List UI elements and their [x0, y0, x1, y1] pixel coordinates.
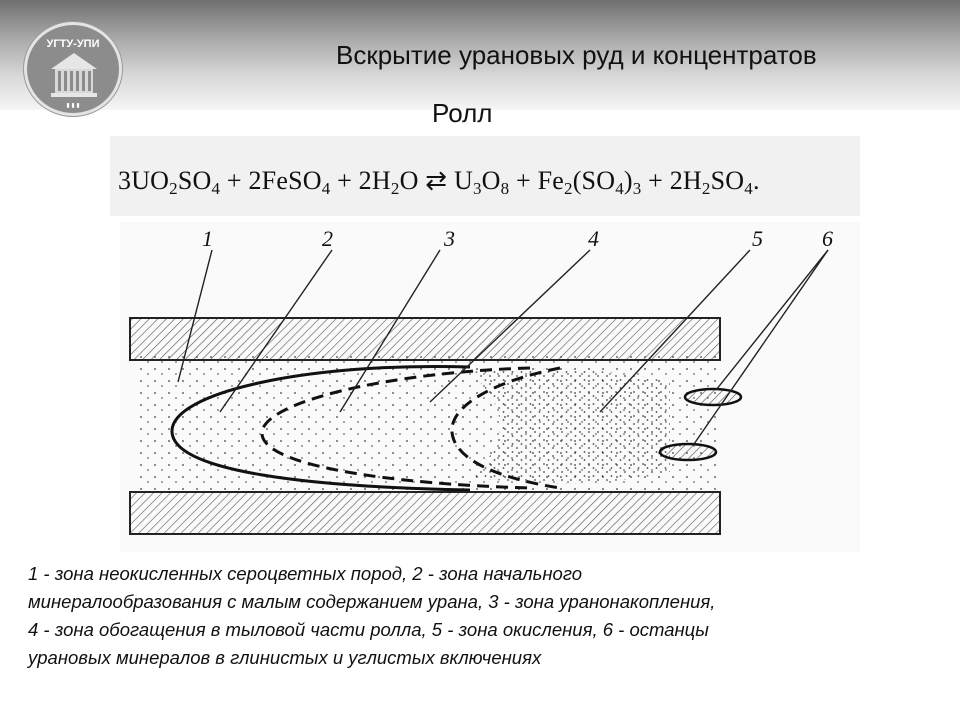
residual-inclusion-upper [685, 389, 741, 405]
reaction-formula: $3UO_2SO_4$ + 2FeSO$_4$ + $2H_2O$ ⇄ $U_3O_8 + Fe_2(SO_4)_3 + 2H_2SO_4$. [118, 166, 760, 198]
lower-impermeable-layer [130, 492, 720, 534]
caption-line: 4 - зона обогащения в тыловой части ролла, 5 - зона окисления, 6 - останцы [28, 619, 709, 640]
zone-label-5: 5 [752, 226, 763, 251]
zone-label-6: 6 [822, 226, 833, 251]
svg-text:УГТУ-УПИ: УГТУ-УПИ [46, 38, 100, 50]
upper-impermeable-layer [130, 318, 720, 360]
caption-line: урановых минералов в глинистых и углистых включениях [28, 647, 542, 668]
residual-inclusion-lower [660, 444, 716, 460]
zone-label-4: 4 [588, 226, 599, 251]
zone-label-1: 1 [202, 226, 213, 251]
slide-subtitle: Ролл [432, 98, 493, 128]
slide-title: Вскрытие урановых руд и концентратов [336, 40, 817, 70]
caption-line: минералообразования с малым содержанием урана, 3 - зона уранонакопления, [28, 591, 716, 612]
caption-line: 1 - зона неокисленных сероцветных пород, 2 - зона начального [28, 563, 583, 584]
roll-figure [110, 136, 860, 556]
zone-label-3: 3 [444, 226, 455, 251]
university-logo [24, 22, 122, 116]
formula-band [110, 136, 860, 216]
roll-diagram [110, 222, 860, 552]
svg-text:▮ ▮ ▮: ▮ ▮ ▮ [66, 103, 80, 109]
zone-label-2: 2 [322, 226, 333, 251]
figure-caption [28, 560, 928, 672]
